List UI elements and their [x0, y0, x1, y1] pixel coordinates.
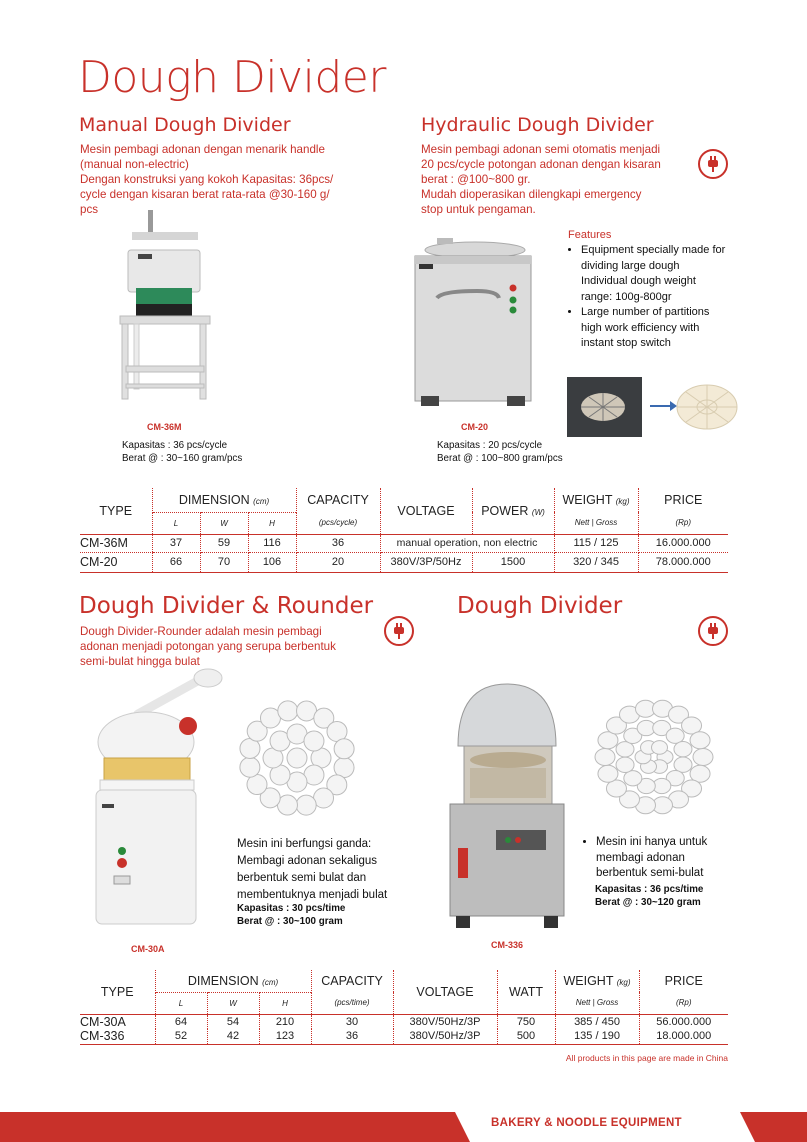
hydraulic-description: Mesin pembagi adonan semi otomatis menjadi 20 pcs/cycle potongan adonan dengan kisaran berat : @100~800 gr. Mudah dioperasikan dilengkapi emergency stop untuk pengaman.: [421, 143, 661, 216]
col-type: TYPE: [80, 970, 155, 1014]
col-watt: WATT: [497, 970, 555, 1014]
dough-piece: [616, 742, 634, 757]
divider2-specs: Kapasitas : 36 pcs/time Berat @ : 30~120 gram: [595, 884, 704, 908]
footer-label: BAKERY & NOODLE EQUIPMENT: [491, 1117, 682, 1129]
footer-bar: [0, 1112, 807, 1142]
divider2-machine-image: [446, 676, 568, 934]
dough-piece: [666, 728, 684, 743]
dough-ball: [240, 757, 260, 777]
dough-piece: [674, 742, 692, 757]
features-list: [567, 243, 727, 352]
hydraulic-model-label: CM-20: [461, 422, 489, 432]
col-price: PRICE: [664, 974, 703, 988]
col-type: TYPE: [80, 488, 152, 534]
rounded-dough-balls-image: [236, 697, 358, 819]
semi-round-dough-image: [593, 699, 715, 815]
manual-title: Manual Dough Divider: [79, 114, 291, 136]
dough-piece: [616, 757, 634, 772]
divided-dough-image: [674, 382, 740, 432]
page-title: Dough Divider: [78, 52, 386, 103]
divider2-model-label: CM-336: [491, 940, 524, 950]
spec-table-1: TYPE DIMENSION (cm) CAPACITY VOLTAGE POWER (W) WEIGHT (kg) PRICE L W H (pcs/cycle) Nett | Gross (Rp) CM-36M 37 59 116 36 manual operation, non electric 115 / 125 16.000.000 CM-20 66 70 106 20 380V/3P/50Hz 1500 320 / 345 78.000.000: [80, 488, 728, 573]
rounder-text: Mesin ini berfungsi ganda: Membagi adonan sekaligus berbentuk semi bulat dan membentuknya menjadi bulat: [237, 838, 388, 901]
dough-piece: [624, 771, 642, 786]
col-voltage: VOLTAGE: [380, 488, 472, 534]
hydraulic-divider-image: [407, 236, 537, 416]
feature-item: • Large number of partitions high work efficiency with instant stop switch: [581, 305, 727, 352]
footnote: All products in this page are made in China: [565, 1053, 728, 1063]
rounder-description: Dough Divider-Rounder adalah mesin pembagi adonan menjadi potongan yang serupa berbentuk semi-bulat hingga bulat: [80, 625, 336, 668]
dough-ball: [334, 739, 354, 759]
col-price: PRICE: [664, 493, 703, 507]
table-row: CM-20 66 70 106 20 380V/3P/50Hz 1500 320 / 345 78.000.000: [80, 552, 728, 572]
dough-ball: [296, 795, 316, 815]
rounder-machine-image: [88, 664, 228, 940]
col-voltage: VOLTAGE: [393, 970, 497, 1014]
dough-piece: [652, 741, 668, 755]
hydraulic-title: Hydraulic Dough Divider: [421, 114, 654, 136]
col-power: POWER (W): [472, 488, 554, 534]
divider2-text: • Mesin ini hanya untuk membagi adonan berbentuk semi-bulat: [582, 835, 732, 882]
table-row: CM-36M 37 59 116 36 manual operation, non electric 115 / 125 16.000.000: [80, 534, 728, 552]
table-row: CM-336 52 42 123 36 380V/50Hz/3P 500 135 / 190 18.000.000: [80, 1029, 728, 1044]
dough-piece: [693, 749, 713, 766]
col-weight: WEIGHT (kg): [554, 488, 638, 512]
dough-piece: [598, 765, 618, 782]
electric-plug-icon: [384, 616, 414, 646]
feature-item: • Equipment specially made for dividing large dough Individual dough weight range: 100g-800gr: [581, 243, 727, 305]
dough-ball: [287, 748, 307, 768]
col-capacity: CAPACITY: [311, 970, 393, 992]
manual-divider-image: [112, 210, 222, 415]
dough-ball: [278, 701, 298, 721]
rounder-model-label: CM-30A: [131, 944, 165, 954]
rounder-specs: Kapasitas : 30 pcs/time Berat @ : 30~100 gram: [237, 903, 346, 927]
dough-piece: [674, 757, 692, 772]
dough-ball: [304, 731, 324, 751]
dough-piece: [690, 732, 710, 749]
dough-piece: [595, 749, 615, 766]
col-dimension: DIMENSION (cm): [155, 970, 311, 992]
manual-description: Mesin pembagi adonan dengan menarik handle (manual non-electric) Dengan konstruksi yang kokoh Kapasitas: 36pcs/ cycle dengan kisaran berat rata-rata @30-160 g/ pcs: [80, 143, 334, 216]
divider2-title: Dough Divider: [457, 593, 623, 619]
electric-plug-icon: [698, 149, 728, 179]
dough-in-machine-image: [567, 377, 642, 437]
features-title: Features: [568, 229, 612, 241]
electric-plug-icon: [698, 616, 728, 646]
rounder-title: Dough Divider & Rounder: [79, 593, 374, 619]
manual-specs: Kapasitas : 36 pcs/cycle Berat @ : 30~160 gram/pcs: [122, 440, 243, 464]
col-dimension: DIMENSION (cm): [152, 488, 296, 512]
table-row: CM-30A 64 54 210 30 380V/50Hz/3P 750 385 / 450 56.000.000: [80, 1014, 712, 1029]
hydraulic-specs: Kapasitas : 20 pcs/cycle Berat @ : 100~800 gram/pcs: [437, 440, 563, 464]
manual-model-label: CM-36M: [147, 422, 182, 432]
col-weight: WEIGHT (kg): [555, 970, 639, 992]
col-capacity: CAPACITY: [296, 488, 380, 512]
spec-table-2: TYPE DIMENSION (cm) CAPACITY VOLTAGE WATT WEIGHT (kg) PRICE L W H (pcs/time) Nett | Gross (Rp) CM-30A 64 54 210 30 380V/50Hz/3P 750 385 / 450 56.000.000 CM-336 52 42 123 36 380V/50Hz/3P 500 135 / 190 18.000.000: [80, 970, 728, 1045]
